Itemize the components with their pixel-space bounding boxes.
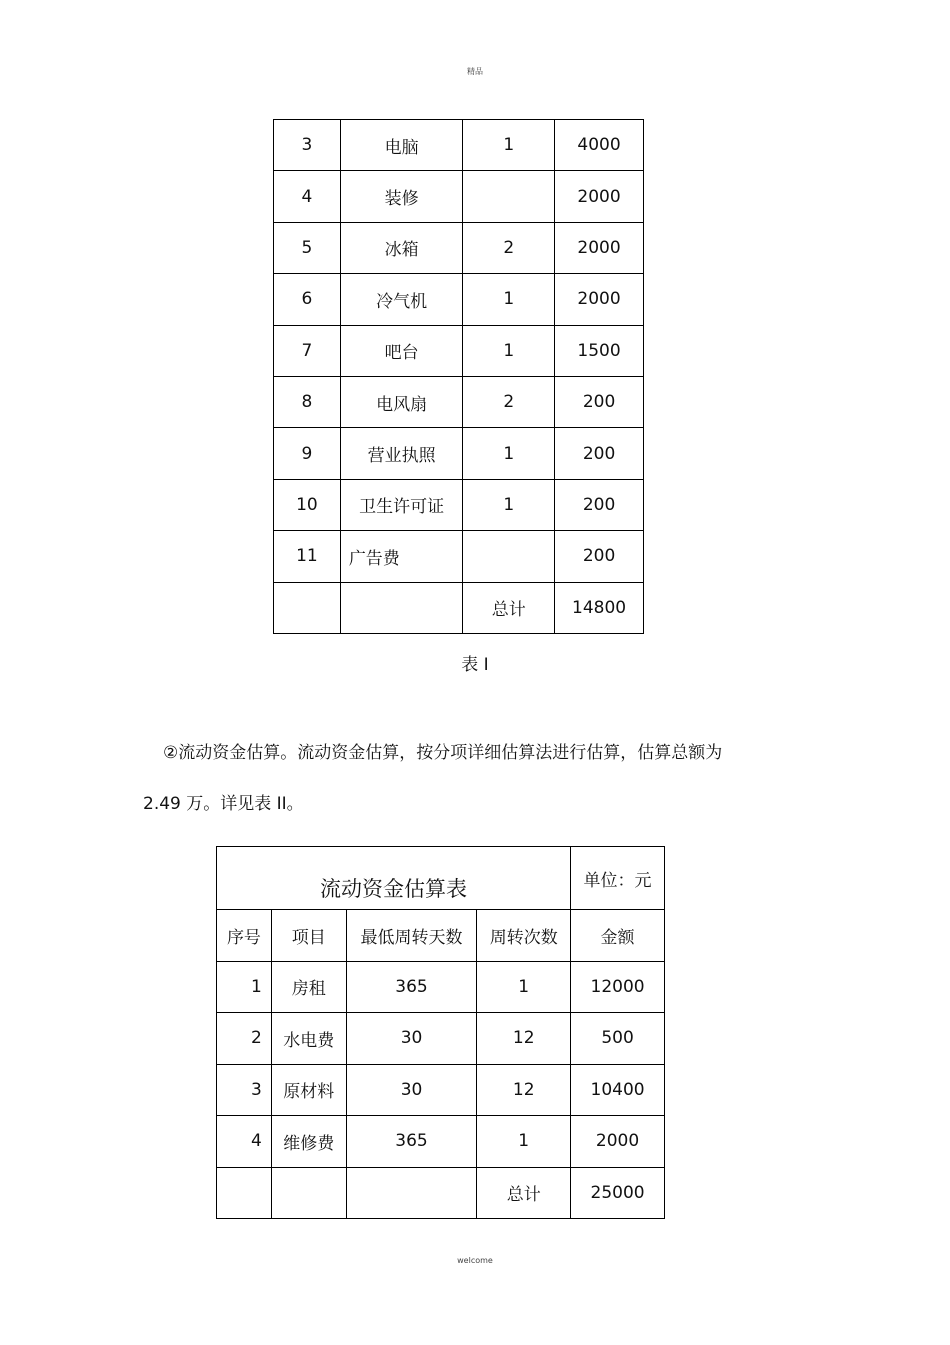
table-cell: 1 [477,1116,571,1168]
table-row [274,325,644,376]
table-cell: 2000 [555,171,644,222]
table-cell: 3 [274,120,341,171]
table-header-row [217,910,665,962]
table-cell: 10 [274,479,341,530]
table-row [274,531,644,582]
table-cell: 1 [463,428,555,479]
table-cell [463,171,555,222]
table-row [274,479,644,530]
table-cell: 9 [274,428,341,479]
table-cell: 200 [555,479,644,530]
table-cell: 8 [274,376,341,427]
table-row [217,961,665,1013]
table-cell [463,531,555,582]
table-cell: 营业执照 [340,428,463,479]
column-header: 周转次数 [477,910,571,962]
table-cell: 11 [274,531,341,582]
column-header: 最低周转天数 [346,910,477,962]
page-header-mark: 精品 [467,67,483,76]
table-cell: 12 [477,1013,571,1065]
table-cell: 14800 [555,582,644,633]
table-cell: 1 [463,274,555,325]
table-row [274,376,644,427]
table-cell: 电脑 [340,120,463,171]
table-cell [346,1167,477,1219]
table-cell: 冰箱 [340,222,463,273]
paragraph-line-2: 2.49 万。详见表 II。 [143,794,304,814]
table-cell: 1 [477,961,571,1013]
table-caption: 表 I [461,655,489,675]
table-cell: 1 [217,961,272,1013]
table-cell: 装修 [340,171,463,222]
table-cell: 原材料 [271,1064,346,1116]
table-cell: 4 [217,1116,272,1168]
table-row [217,1013,665,1065]
table-cell: 总计 [477,1167,571,1219]
table-cell: 200 [555,428,644,479]
table-cell [340,582,463,633]
table-row [274,222,644,273]
table-cell: 2 [217,1013,272,1065]
table-cell: 维修费 [271,1116,346,1168]
column-header: 序号 [217,910,272,962]
table-cell: 6 [274,274,341,325]
table-cell: 广告费 [340,531,463,582]
table-cell: 12000 [571,961,665,1013]
table-cell [274,582,341,633]
page-footer-mark: welcome [457,1256,493,1265]
table-row [274,274,644,325]
table-row [274,171,644,222]
paragraph-line-1: ②流动资金估算。流动资金估算，按分项详细估算法进行估算，估算总额为 [163,743,723,763]
table-cell [217,1167,272,1219]
table-cell: 200 [555,376,644,427]
table-cell: 卫生许可证 [340,479,463,530]
table-row [217,1167,665,1219]
table-cell: 30 [346,1013,477,1065]
equipment-cost-table [273,119,644,634]
table-cell: 冷气机 [340,274,463,325]
table-cell: 房租 [271,961,346,1013]
table-cell: 2 [463,222,555,273]
table-cell: 4000 [555,120,644,171]
table-cell: 2000 [555,274,644,325]
table-cell: 10400 [571,1064,665,1116]
table-row [217,1116,665,1168]
working-capital-table [216,846,665,1219]
table-cell: 500 [571,1013,665,1065]
column-header: 金额 [571,910,665,962]
table-cell: 7 [274,325,341,376]
table-cell: 水电费 [271,1013,346,1065]
table-row [274,582,644,633]
table-cell: 1 [463,479,555,530]
table-cell [271,1167,346,1219]
table-row [217,1064,665,1116]
table-row [274,428,644,479]
table-cell: 总计 [463,582,555,633]
table-cell: 2000 [555,222,644,273]
table-row [274,120,644,171]
table-cell: 5 [274,222,341,273]
table-cell: 2000 [571,1116,665,1168]
table-cell: 30 [346,1064,477,1116]
table-cell: 4 [274,171,341,222]
table-cell: 吧台 [340,325,463,376]
table-unit: 单位：元 [571,847,665,910]
table-cell: 3 [217,1064,272,1116]
table-cell: 2 [463,376,555,427]
table-cell: 365 [346,961,477,1013]
table-cell: 365 [346,1116,477,1168]
table-cell: 1500 [555,325,644,376]
table-cell: 电风扇 [340,376,463,427]
table-title: 流动资金估算表 [217,847,571,910]
table-cell: 25000 [571,1167,665,1219]
table-cell: 12 [477,1064,571,1116]
table-cell: 1 [463,325,555,376]
column-header: 项目 [271,910,346,962]
table-cell: 200 [555,531,644,582]
table-title-row [217,847,665,910]
table-cell: 1 [463,120,555,171]
